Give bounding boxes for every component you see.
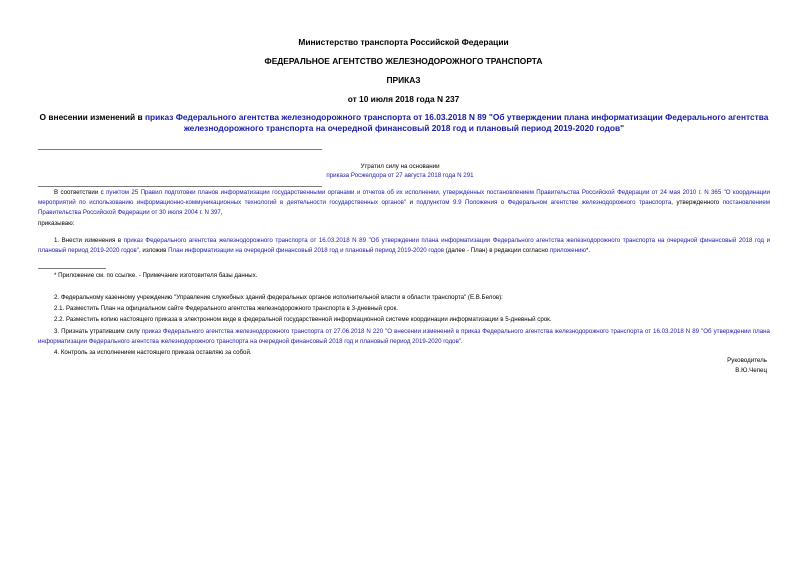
title-prefix: О внесении изменений в: [39, 112, 145, 122]
status-note-link[interactable]: приказа Росжелдора от 27 августа 2018 года N 291: [326, 172, 474, 179]
signature-name: В.Ю.Чепец: [735, 367, 767, 374]
title-link[interactable]: приказ Федерального агентства железнодорожного транспорта от 16.03.2018 N 89 "Об утверждении плана информатизации Федерального агентства железнодорожного транспорта на очередной финансовый 2018 год и плановый период 2019-2020 годов": [144, 112, 769, 133]
item-1-link-plan[interactable]: План информатизации на очередной финансовый 2018 год и плановый период 2019-2020 годов: [168, 247, 445, 255]
item-1-paragraph: [38, 236, 770, 256]
text-span: *.: [586, 247, 591, 255]
ministry-heading: Министерство транспорта Российской Федерации: [298, 37, 509, 47]
item-2-paragraph: 2. Федеральному казенному учреждению "Управление служебных зданий федеральных органов исполнительной власти в области транспорта" (Е.В.Белов):: [54, 294, 503, 301]
footnote: * Приложение см. по ссылке. - Примечание изготовителя базы данных.: [54, 272, 258, 279]
item-1-link-order[interactable]: приказ Федерального агентства железнодорожного транспорта от 16.03.2018 N 89 "Об утверждении плана информатизации Федерального агентства железнодорожного транспорта на очередной финансовый 2018 год и плановый период 2019-2020 годов": [38, 236, 770, 255]
preamble-link-decree[interactable]: постановлением Правительства Российской Федерации от 30 июля 2004 г. N 397: [38, 199, 770, 217]
status-note-line: Утратил силу на основании: [360, 163, 440, 170]
footnote-divider: [38, 268, 106, 269]
text-span: , изложив: [139, 247, 169, 255]
item-3-link-order[interactable]: приказ Федерального агентства железнодорожного транспорта от 27.06.2018 N 220 "О внесении изменений в приказ Федерального агентства железнодорожного транспорта от 16.03.2018 N 89 "Об утверждении плана информатизации Федерального агентства железнодорожного транспорта на очередной финансовый 2018 год и плановый период 2019-2020 годов": [38, 327, 770, 345]
signature-block: [727, 356, 767, 376]
item-4-paragraph: 4. Контроль за исполнением настоящего приказа оставляю за собой.: [54, 349, 252, 357]
item-3-paragraph: [38, 327, 770, 347]
text-span: и: [406, 199, 417, 207]
document-body: [38, 188, 770, 256]
text-span: ,: [220, 209, 223, 217]
doc-type-heading: ПРИКАЗ: [386, 75, 421, 85]
text-span: 3. Признать утратившим силу: [54, 327, 142, 335]
text-span: 1. Внести изменения в: [54, 236, 124, 244]
status-note: [250, 162, 550, 180]
footnote-block: [38, 271, 770, 281]
preamble-paragraph: [38, 188, 770, 219]
date-number-heading: от 10 июля 2018 года N 237: [347, 94, 460, 104]
item-2-1-paragraph: 2.1. Разместить План на официальном сайте Федерального агентства железнодорожного транспорта в 3-дневный срок.: [54, 305, 398, 313]
text-span: , утвержденного: [671, 199, 723, 207]
agency-heading: ФЕДЕРАЛЬНОЕ АГЕНТСТВО ЖЕЛЕЗНОДОРОЖНОГО ТРАНСПОРТА: [264, 56, 543, 66]
divider: [38, 186, 322, 187]
items-block: [38, 293, 770, 358]
item-1-link-appendix[interactable]: приложению: [549, 247, 587, 255]
order-word: приказываю:: [38, 219, 75, 227]
preamble-link-rules[interactable]: пунктом 25 Правил подготовки планов информатизации государственными органами и отчетов об их исполнении, утвержденных постановлением Правительства Российской Федерации от 24 мая 2010 г. N 365 "О координации мероприятий по использованию информационно-коммуникационных технологий в деятельности государственных органов": [38, 189, 770, 207]
divider: [38, 149, 322, 150]
signature-role: Руководитель: [727, 357, 767, 364]
text-span: .: [461, 337, 463, 345]
text-span: (далее - План) в редакции согласно: [444, 247, 550, 255]
text-span: В соответствии с: [54, 189, 107, 196]
document-title: [38, 112, 770, 134]
item-2-2-paragraph: 2.2. Разместить копию настоящего приказа в электронном виде в федеральной государственной информационной системе координации информатизации в 5-дневный срок.: [54, 316, 552, 324]
preamble-link-statute[interactable]: подпунктом 9.9 Положения о Федеральном агентстве железнодорожного транспорта: [416, 199, 672, 207]
